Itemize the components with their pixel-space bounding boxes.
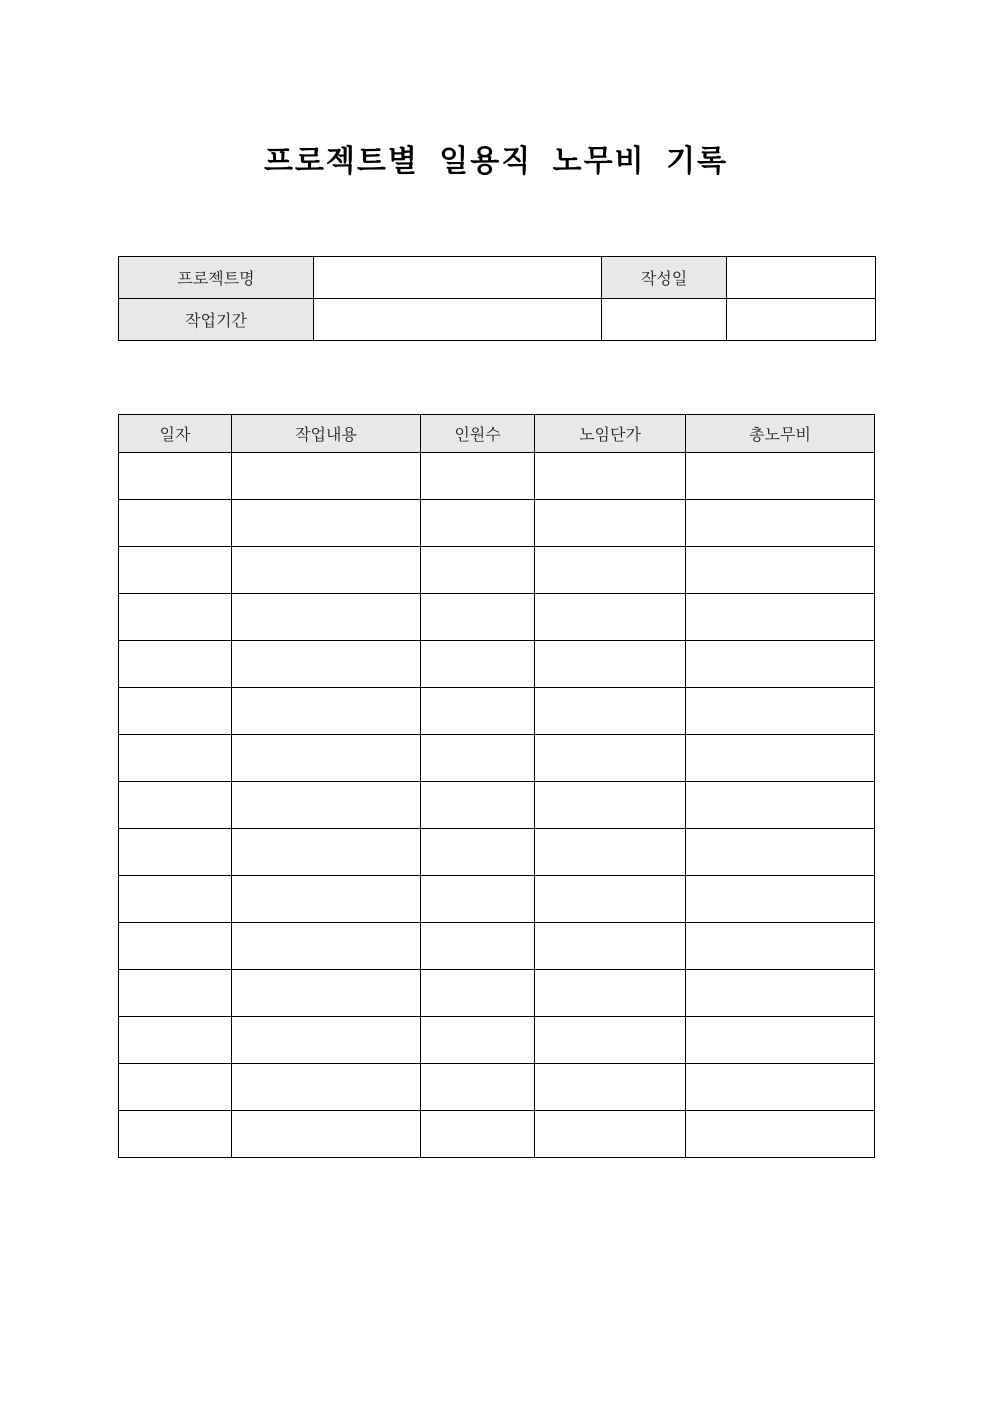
- total-labor-cost-cell[interactable]: [686, 1111, 875, 1158]
- date-cell[interactable]: [119, 453, 232, 500]
- work-content-cell[interactable]: [232, 782, 421, 829]
- headcount-cell[interactable]: [421, 594, 535, 641]
- table-row: [119, 641, 875, 688]
- headcount-cell[interactable]: [421, 970, 535, 1017]
- work-content-cell[interactable]: [232, 970, 421, 1017]
- work-content-cell[interactable]: [232, 453, 421, 500]
- table-row: [119, 876, 875, 923]
- headcount-cell[interactable]: [421, 453, 535, 500]
- total-labor-cost-cell[interactable]: [686, 688, 875, 735]
- work-content-cell[interactable]: [232, 1017, 421, 1064]
- unit-wage-cell[interactable]: [535, 782, 686, 829]
- work-content-cell[interactable]: [232, 688, 421, 735]
- table-row: [119, 782, 875, 829]
- unit-wage-cell[interactable]: [535, 1111, 686, 1158]
- date-cell[interactable]: [119, 782, 232, 829]
- total-labor-cost-cell[interactable]: [686, 829, 875, 876]
- table-row: [119, 735, 875, 782]
- work-content-cell[interactable]: [232, 829, 421, 876]
- project-name-field[interactable]: [314, 257, 602, 299]
- work-period-label: 작업기간: [119, 299, 314, 341]
- table-row: [119, 1111, 875, 1158]
- date-cell[interactable]: [119, 1017, 232, 1064]
- total-labor-cost-cell[interactable]: [686, 1017, 875, 1064]
- header-date: 일자: [119, 415, 232, 453]
- headcount-cell[interactable]: [421, 1017, 535, 1064]
- created-date-label: 작성일: [602, 257, 727, 299]
- headcount-cell[interactable]: [421, 641, 535, 688]
- total-labor-cost-cell[interactable]: [686, 547, 875, 594]
- unit-wage-cell[interactable]: [535, 641, 686, 688]
- headcount-cell[interactable]: [421, 923, 535, 970]
- work-content-cell[interactable]: [232, 641, 421, 688]
- unit-wage-cell[interactable]: [535, 876, 686, 923]
- total-labor-cost-cell[interactable]: [686, 500, 875, 547]
- table-row: [119, 453, 875, 500]
- unit-wage-cell[interactable]: [535, 594, 686, 641]
- header-work-content: 작업내용: [232, 415, 421, 453]
- document-title: 프로젝트별 일용직 노무비 기록: [263, 144, 729, 179]
- headcount-cell[interactable]: [421, 688, 535, 735]
- labor-cost-table: [118, 414, 875, 1158]
- date-cell[interactable]: [119, 735, 232, 782]
- unit-wage-cell[interactable]: [535, 970, 686, 1017]
- extra-field-1[interactable]: [602, 299, 727, 341]
- date-cell[interactable]: [119, 688, 232, 735]
- total-labor-cost-cell[interactable]: [686, 641, 875, 688]
- work-content-cell[interactable]: [232, 923, 421, 970]
- unit-wage-cell[interactable]: [535, 547, 686, 594]
- total-labor-cost-cell[interactable]: [686, 782, 875, 829]
- project-name-label: 프로젝트명: [119, 257, 314, 299]
- work-content-cell[interactable]: [232, 1064, 421, 1111]
- date-cell[interactable]: [119, 970, 232, 1017]
- table-row: [119, 594, 875, 641]
- total-labor-cost-cell[interactable]: [686, 453, 875, 500]
- headcount-cell[interactable]: [421, 1111, 535, 1158]
- total-labor-cost-cell[interactable]: [686, 594, 875, 641]
- work-period-field[interactable]: [314, 299, 602, 341]
- project-info-table: [118, 256, 876, 341]
- date-cell[interactable]: [119, 1064, 232, 1111]
- table-row: [119, 923, 875, 970]
- table-row: [119, 1064, 875, 1111]
- date-cell[interactable]: [119, 641, 232, 688]
- unit-wage-cell[interactable]: [535, 923, 686, 970]
- work-content-cell[interactable]: [232, 1111, 421, 1158]
- date-cell[interactable]: [119, 876, 232, 923]
- total-labor-cost-cell[interactable]: [686, 876, 875, 923]
- table-row: [119, 500, 875, 547]
- info-row-1: [119, 257, 876, 299]
- unit-wage-cell[interactable]: [535, 1064, 686, 1111]
- date-cell[interactable]: [119, 547, 232, 594]
- work-content-cell[interactable]: [232, 500, 421, 547]
- table-row: [119, 970, 875, 1017]
- headcount-cell[interactable]: [421, 735, 535, 782]
- headcount-cell[interactable]: [421, 829, 535, 876]
- unit-wage-cell[interactable]: [535, 453, 686, 500]
- unit-wage-cell[interactable]: [535, 500, 686, 547]
- date-cell[interactable]: [119, 829, 232, 876]
- work-content-cell[interactable]: [232, 735, 421, 782]
- table-body: [119, 453, 875, 1158]
- date-cell[interactable]: [119, 500, 232, 547]
- table-header-row: [119, 415, 875, 453]
- unit-wage-cell[interactable]: [535, 735, 686, 782]
- info-row-2: [119, 299, 876, 341]
- work-content-cell[interactable]: [232, 547, 421, 594]
- work-content-cell[interactable]: [232, 594, 421, 641]
- date-cell[interactable]: [119, 1111, 232, 1158]
- work-content-cell[interactable]: [232, 876, 421, 923]
- headcount-cell[interactable]: [421, 547, 535, 594]
- headcount-cell[interactable]: [421, 876, 535, 923]
- header-total-labor-cost: 총노무비: [686, 415, 875, 453]
- total-labor-cost-cell[interactable]: [686, 1064, 875, 1111]
- total-labor-cost-cell[interactable]: [686, 923, 875, 970]
- table-row: [119, 547, 875, 594]
- total-labor-cost-cell[interactable]: [686, 970, 875, 1017]
- headcount-cell[interactable]: [421, 1064, 535, 1111]
- header-headcount: 인원수: [421, 415, 535, 453]
- table-row: [119, 829, 875, 876]
- unit-wage-cell[interactable]: [535, 829, 686, 876]
- date-cell[interactable]: [119, 923, 232, 970]
- table-row: [119, 688, 875, 735]
- table-row: [119, 1017, 875, 1064]
- created-date-field[interactable]: [727, 257, 876, 299]
- extra-field-2[interactable]: [727, 299, 876, 341]
- header-unit-wage: 노임단가: [535, 415, 686, 453]
- total-labor-cost-cell[interactable]: [686, 735, 875, 782]
- unit-wage-cell[interactable]: [535, 688, 686, 735]
- headcount-cell[interactable]: [421, 500, 535, 547]
- date-cell[interactable]: [119, 594, 232, 641]
- headcount-cell[interactable]: [421, 782, 535, 829]
- unit-wage-cell[interactable]: [535, 1017, 686, 1064]
